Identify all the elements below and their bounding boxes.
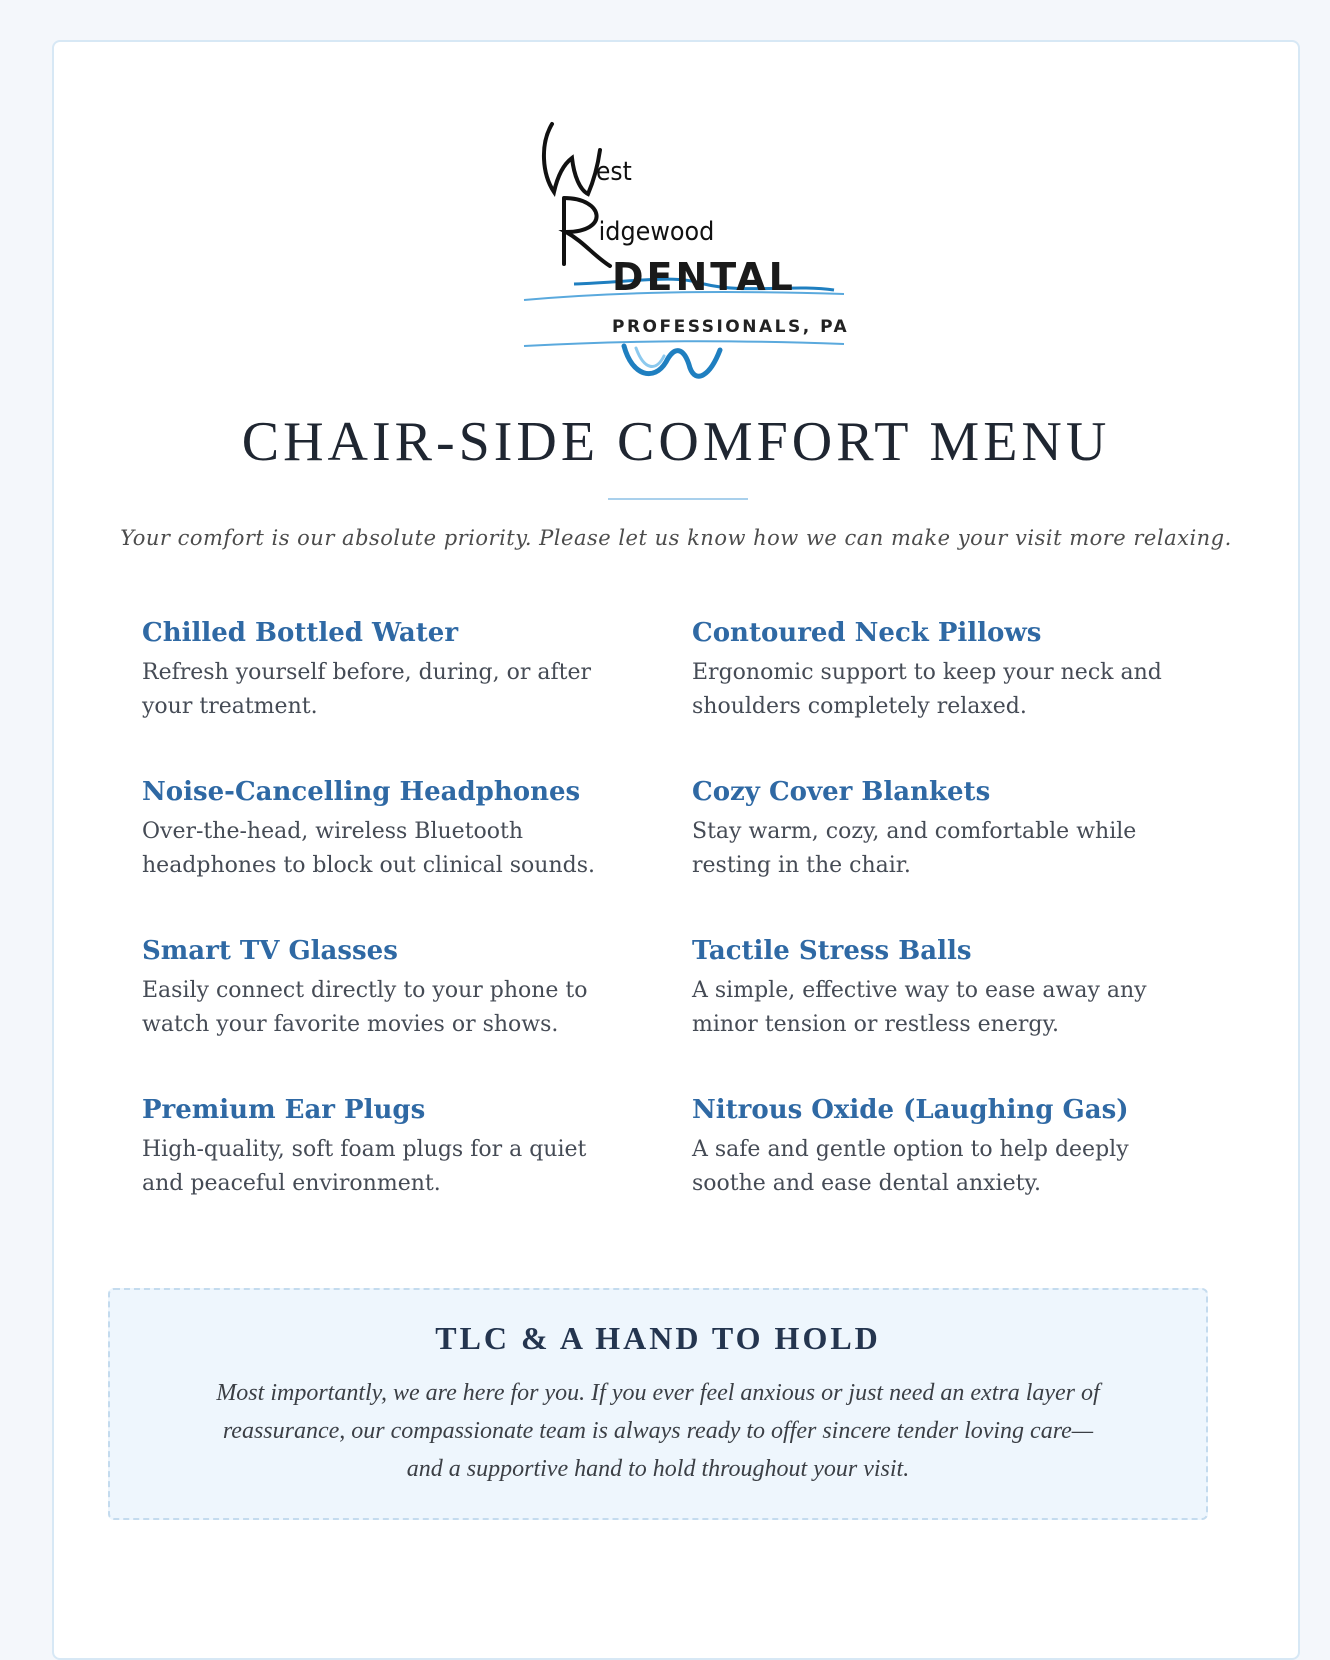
tlc-title: TLC & A HAND TO HOLD xyxy=(435,1320,881,1356)
comfort-item xyxy=(692,1093,1182,1201)
logo-line-ridgewood: idgewood xyxy=(598,216,715,247)
comfort-item-description: Stay warm, cozy, and comfortable while resting in the chair. xyxy=(692,819,1137,878)
comfort-item-title: Noise-Cancelling Headphones xyxy=(142,777,581,807)
comfort-item-description: A safe and gentle option to help deeply soothe and ease dental anxiety. xyxy=(692,1137,1129,1196)
comfort-item-title: Premium Ear Plugs xyxy=(142,1095,426,1125)
comfort-item-title: Cozy Cover Blankets xyxy=(692,777,991,807)
comfort-item xyxy=(142,1093,632,1201)
logo-line-dental: DENTAL xyxy=(612,255,796,299)
comfort-item-title: Smart TV Glasses xyxy=(142,936,398,966)
practice-logo xyxy=(514,114,854,384)
comfort-item xyxy=(142,775,632,883)
logo-line-west: est xyxy=(596,157,632,187)
comfort-item-title: Tactile Stress Balls xyxy=(692,936,972,966)
comfort-item xyxy=(142,934,632,1042)
comfort-item-title: Contoured Neck Pillows xyxy=(692,618,1042,648)
comfort-item xyxy=(692,775,1182,883)
logo-line-professionals: PROFESSIONALS, PA xyxy=(612,317,850,337)
comfort-item-title: Chilled Bottled Water xyxy=(142,618,459,648)
comfort-item-description: Over-the-head, wireless Bluetooth headphones to block out clinical sounds. xyxy=(142,819,595,878)
page-title: CHAIR-SIDE COMFORT MENU xyxy=(241,411,1111,473)
comfort-item xyxy=(142,616,632,724)
page-subtitle: Your comfort is our absolute priority. Please let us know how we can make your visit more relaxing. xyxy=(120,526,1232,550)
comfort-item-title: Nitrous Oxide (Laughing Gas) xyxy=(692,1095,1129,1125)
tlc-body: Most importantly, we are here for you. If you ever feel anxious or just need an extra layer of reassurance, our compassionate team is always ready to offer sincere tender loving care—and a supportive hand to hold throughout your visit. xyxy=(216,1380,1100,1482)
comfort-item-description: Refresh yourself before, during, or after your treatment. xyxy=(142,660,592,719)
tlc-callout xyxy=(108,1288,1208,1520)
menu-card xyxy=(52,40,1300,1660)
title-divider xyxy=(608,498,748,500)
comfort-item xyxy=(692,616,1182,724)
comfort-item-description: A simple, effective way to ease away any minor tension or restless energy. xyxy=(692,978,1147,1037)
comfort-item-description: High-quality, soft foam plugs for a quiet and peaceful environment. xyxy=(142,1137,587,1196)
comfort-item xyxy=(692,934,1182,1042)
comfort-item-description: Easily connect directly to your phone to watch your favorite movies or shows. xyxy=(142,978,588,1037)
comfort-item-description: Ergonomic support to keep your neck and shoulders completely relaxed. xyxy=(692,660,1162,719)
